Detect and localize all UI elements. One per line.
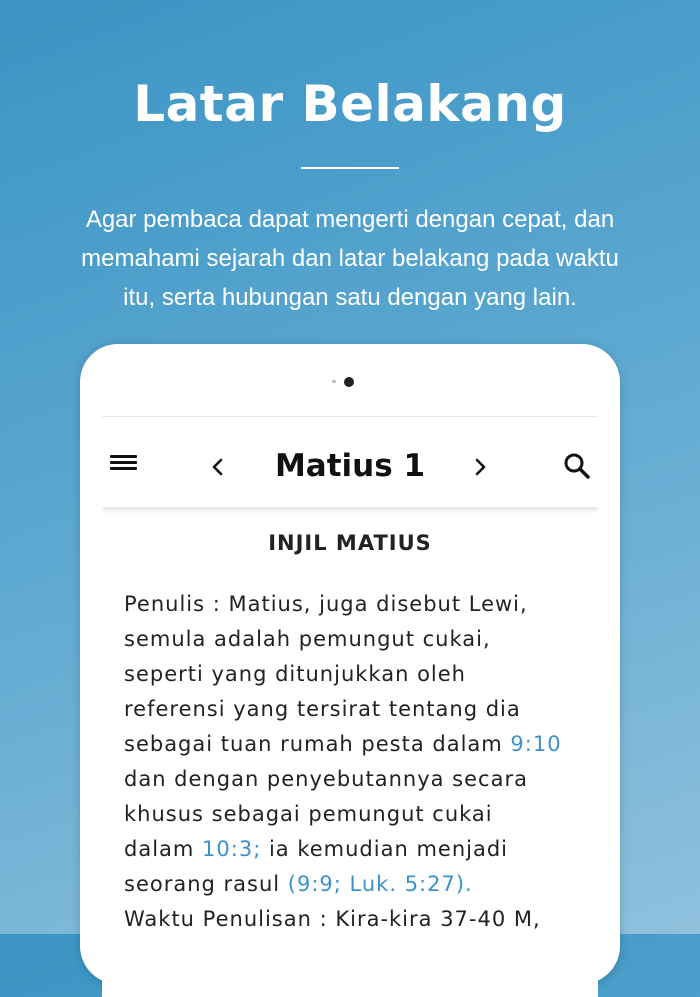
- text-line: dan dengan penyebutannya secara: [124, 767, 528, 791]
- text-line: dalam 10:3; ia kemudian menjadi: [124, 837, 509, 861]
- hero-subtitle-line: Agar pembaca dapat mengerti dengan cepat, dan: [85, 206, 615, 233]
- hero-subtitle-line: memahami sejarah dan latar belakang pada waktu: [81, 245, 619, 272]
- verse-reference-link[interactable]: 9:10: [510, 732, 562, 756]
- text-line: semula adalah pemungut cukai,: [124, 627, 491, 651]
- app-screen: [102, 416, 598, 997]
- chevron-right-icon[interactable]: [470, 455, 490, 479]
- menu-icon[interactable]: [110, 455, 138, 477]
- camera-icon: [344, 377, 354, 387]
- app-header: [102, 417, 598, 507]
- hero-title: Latar Belakang: [133, 75, 567, 133]
- text-line: seperti yang ditunjukkan oleh: [124, 662, 466, 686]
- text-line: khusus sebagai pemungut cukai: [124, 802, 493, 826]
- chapter-body: [124, 587, 594, 937]
- chapter-title[interactable]: Matius 1: [274, 448, 426, 484]
- chevron-left-icon[interactable]: [208, 455, 228, 479]
- verse-reference-link[interactable]: 10:3;: [202, 837, 262, 861]
- text-line: Waktu Penulisan : Kira-kira 37-40 M,: [124, 907, 541, 931]
- hero-divider: [301, 167, 399, 169]
- tablet-frame: [80, 344, 620, 984]
- text-line: seorang rasul (9:9; Luk. 5:27).: [124, 872, 473, 896]
- text-line: Penulis : Matius, juga disebut Lewi,: [124, 592, 528, 616]
- text-line: referensi yang tersirat tentang dia: [124, 697, 521, 721]
- verse-reference-link[interactable]: (9:9; Luk. 5:27).: [287, 872, 473, 896]
- hero-subtitle-line: itu, serta hubungan satu dengan yang lain.: [123, 284, 577, 311]
- camera-sensor: [332, 380, 336, 383]
- book-heading: INJIL MATIUS: [268, 531, 432, 555]
- text-line: sebagai tuan rumah pesta dalam 9:10: [124, 732, 562, 756]
- search-icon[interactable]: [562, 451, 592, 481]
- chapter-content: [102, 507, 598, 997]
- hero-subtitle: [60, 200, 640, 317]
